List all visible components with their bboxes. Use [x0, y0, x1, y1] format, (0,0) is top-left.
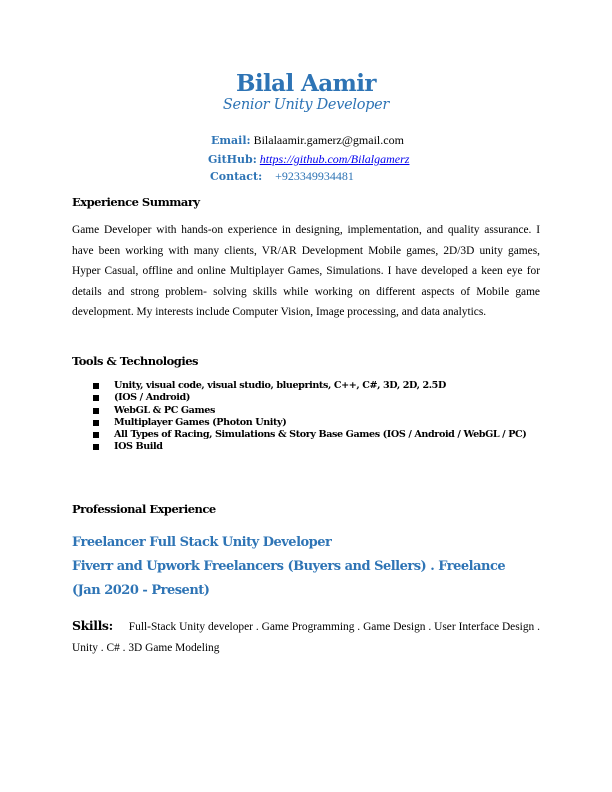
skills-label: Skills:: [72, 618, 113, 633]
phone-value: +923349934481: [275, 169, 354, 183]
tools-list: [93, 380, 526, 454]
square-bullet-icon: [93, 395, 99, 401]
job-period: (Jan 2020 - Present): [72, 583, 210, 598]
tools-list-item: All Types of Racing, Simulations & Story Base Games (IOS / Android / WebGL / PC): [93, 429, 526, 441]
tools-list-item: WebGL & PC Games: [93, 405, 526, 417]
github-link[interactable]: https://github.com/Bilalgamerz: [259, 152, 410, 166]
job-role: Freelancer Full Stack Unity Developer: [72, 535, 332, 550]
job-company: Fiverr and Upwork Freelancers (Buyers and Sellers) . Freelance: [72, 559, 506, 574]
email-label: Email:: [211, 134, 251, 147]
github-label: GitHub:: [208, 153, 257, 166]
email-line: [211, 133, 404, 148]
square-bullet-icon: [93, 420, 99, 426]
experience-summary-text: Game Developer with hands-on experience in designing, implementation, and quality assurance. I have been working with many clients, VR/AR Development Mobile games, 2D/3D unity games, Hyper Casual, offline and online Multiplayer Games, Simulations. I have developed a keen eye for details and strong problem- solving skills while working on different aspects of Mobile game development. My interests include Computer Vision, Image processing, and data analytics.: [72, 224, 540, 319]
tools-heading: Tools & Technologies: [72, 354, 199, 368]
github-line: [208, 152, 409, 167]
tools-list-item: Unity, visual code, visual studio, blueprints, C++, C#, 3D, 2D, 2.5D: [93, 380, 526, 392]
tools-list-item: (IOS / Android): [93, 392, 526, 404]
square-bullet-icon: [93, 408, 99, 414]
tools-list-item: IOS Build: [93, 441, 526, 453]
job-skills: [72, 615, 540, 659]
email-value: Bilalaamir.gamerz@gmail.com: [253, 133, 404, 147]
tools-list-item: Multiplayer Games (Photon Unity): [93, 417, 526, 429]
candidate-title: Senior Unity Developer: [222, 97, 390, 113]
square-bullet-icon: [93, 432, 99, 438]
contact-line: [210, 169, 354, 184]
professional-experience-heading: Professional Experience: [72, 502, 216, 516]
candidate-name: Bilal Aamir: [236, 70, 376, 97]
square-bullet-icon: [93, 444, 99, 450]
contact-label: Contact:: [210, 170, 263, 183]
skills-text: Full-Stack Unity developer . Game Programming . Game Design . User Interface Design . Unity . C# . 3D Game Modeling: [72, 621, 540, 654]
square-bullet-icon: [93, 383, 99, 389]
experience-summary-heading: Experience Summary: [72, 195, 200, 209]
